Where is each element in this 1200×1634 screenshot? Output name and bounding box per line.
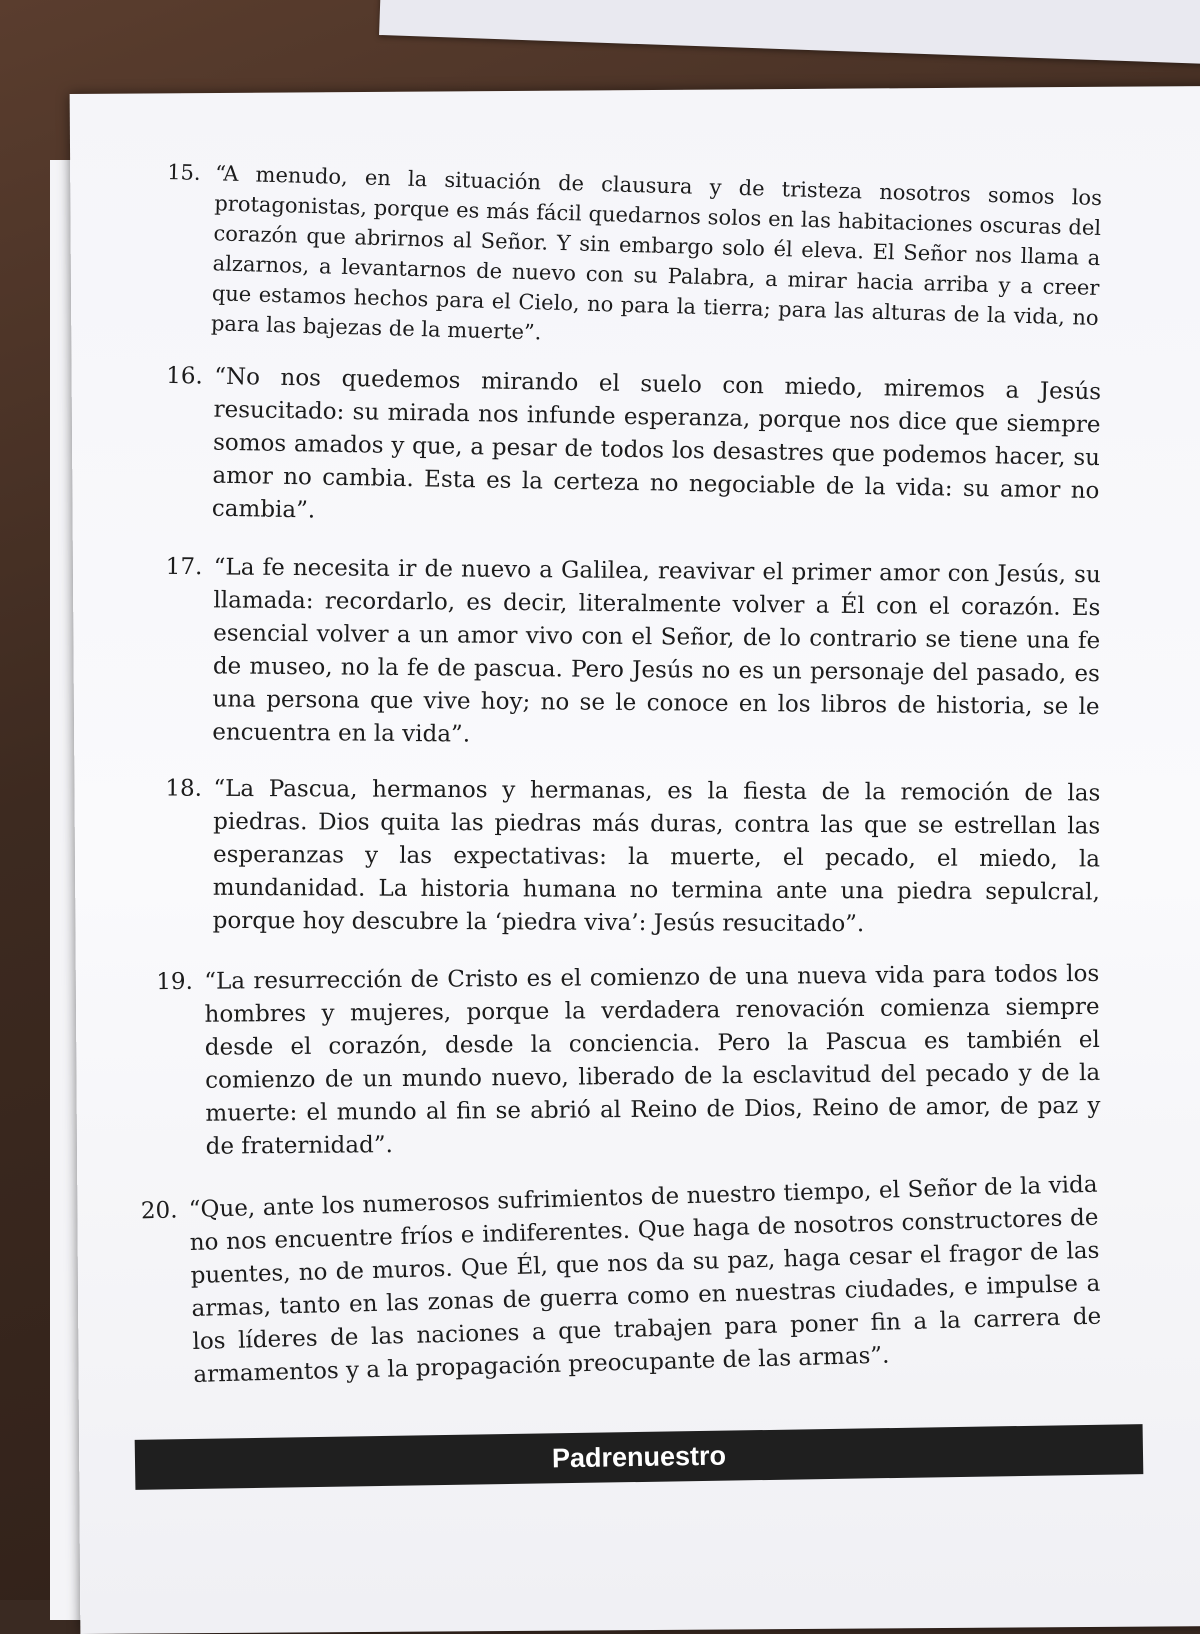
paragraph-20 bbox=[140, 1169, 1102, 1394]
paragraph-number: 18. bbox=[165, 775, 203, 802]
paragraph-number: 17. bbox=[165, 553, 203, 581]
paragraph-text: “La resurrección de Cristo es el comienzo de una nueva vida para todos los hombres y mujeres, porque la verdadera renovación comienza siempre desde el corazón, desde la conciencia. Pero la Pascua es también el comienzo de un mundo nuevo, liberado de la esclavitud del pecado y de la muerte: el mundo al fin se abrió al Reino de Dios, Reino de amor, de paz y de fraternidad”. bbox=[204, 960, 1101, 1160]
footer-label: Padrenuestro bbox=[551, 1440, 727, 1473]
paragraph-text: “La Pascua, hermanos y hermanas, es la fiesta de la remoción de las piedras. Dios quita las piedras más duras, contra las que se estrellan las esperanzas y las expectativas: la muerte, el pecado, el miedo, la mundanidad. La historia humana no termina ante una piedra sepulcral, porque hoy descubre la ‘piedra viva’: Jesús resucitado”. bbox=[212, 775, 1101, 938]
paragraph-text: “A menudo, en la situación de clausura y de tristeza nosotros somos los protagonistas, porque es más fácil quedarnos solos en las habitaciones oscuras del corazón que abrirnos al Señor. Y sin embargo solo él eleva. El Señor nos llama a alzarnos, a levantarnos de nuevo con su Palabra, a mirar hacia arriba y a creer que estamos hechos para el Cielo, no para la tierra; para las alturas de la vida, no para las bajezas de la muerte”. bbox=[210, 161, 1103, 345]
page-content bbox=[140, 159, 1103, 1402]
paragraph-15 bbox=[163, 157, 1103, 363]
paragraph-17 bbox=[164, 551, 1101, 757]
paragraph-text: “Que, ante los numerosos sufrimientos de nuestro tiempo, el Señor de la vida no nos encuentre fríos e indiferentes. Que haga de nosotros constructores de puentes, no de muros. Que Él, que nos da su paz, haga cesar el fragor de las armas, tanto en las zonas de guerra como en nuestras ciudades, e impulse a los líderes de las naciones a que trabajen para poner fin a la carrera de armamentos y a la propagación preocupante de las armas”. bbox=[188, 1171, 1102, 1388]
paragraph-18 bbox=[165, 773, 1101, 943]
paragraph-number: 15. bbox=[166, 159, 202, 185]
paragraph-number: 19. bbox=[156, 968, 193, 996]
paragraph-number: 20. bbox=[140, 1197, 178, 1225]
paragraph-16 bbox=[164, 360, 1102, 541]
paragraph-text: “La fe necesita ir de nuevo a Galilea, reavivar el primer amor con Jesús, su llamada: recordarlo, es decir, literalmente volver a Él con el corazón. Es esencial volver a un amor vivo con el Señor, de lo contrario se tiene una fe de museo, no la fe de pascua. Pero Jesús no es un personaje del pasado, es una persona que vive hoy; no se le conoce en los libros de historia, se le encuentra en la vida”. bbox=[212, 554, 1101, 748]
paragraph-number: 16. bbox=[166, 362, 204, 390]
paragraph-19 bbox=[156, 958, 1101, 1164]
paragraph-text: “No nos quedemos mirando el suelo con miedo, miremos a Jesús resucitado: su mirada nos infunde esperanza, porque nos dice que siempre somos amados y que, a pesar de todos los desastres que podemos hacer, su amor no cambia. Esta es la certeza no negociable de la vida: su amor no cambia”. bbox=[211, 363, 1102, 524]
